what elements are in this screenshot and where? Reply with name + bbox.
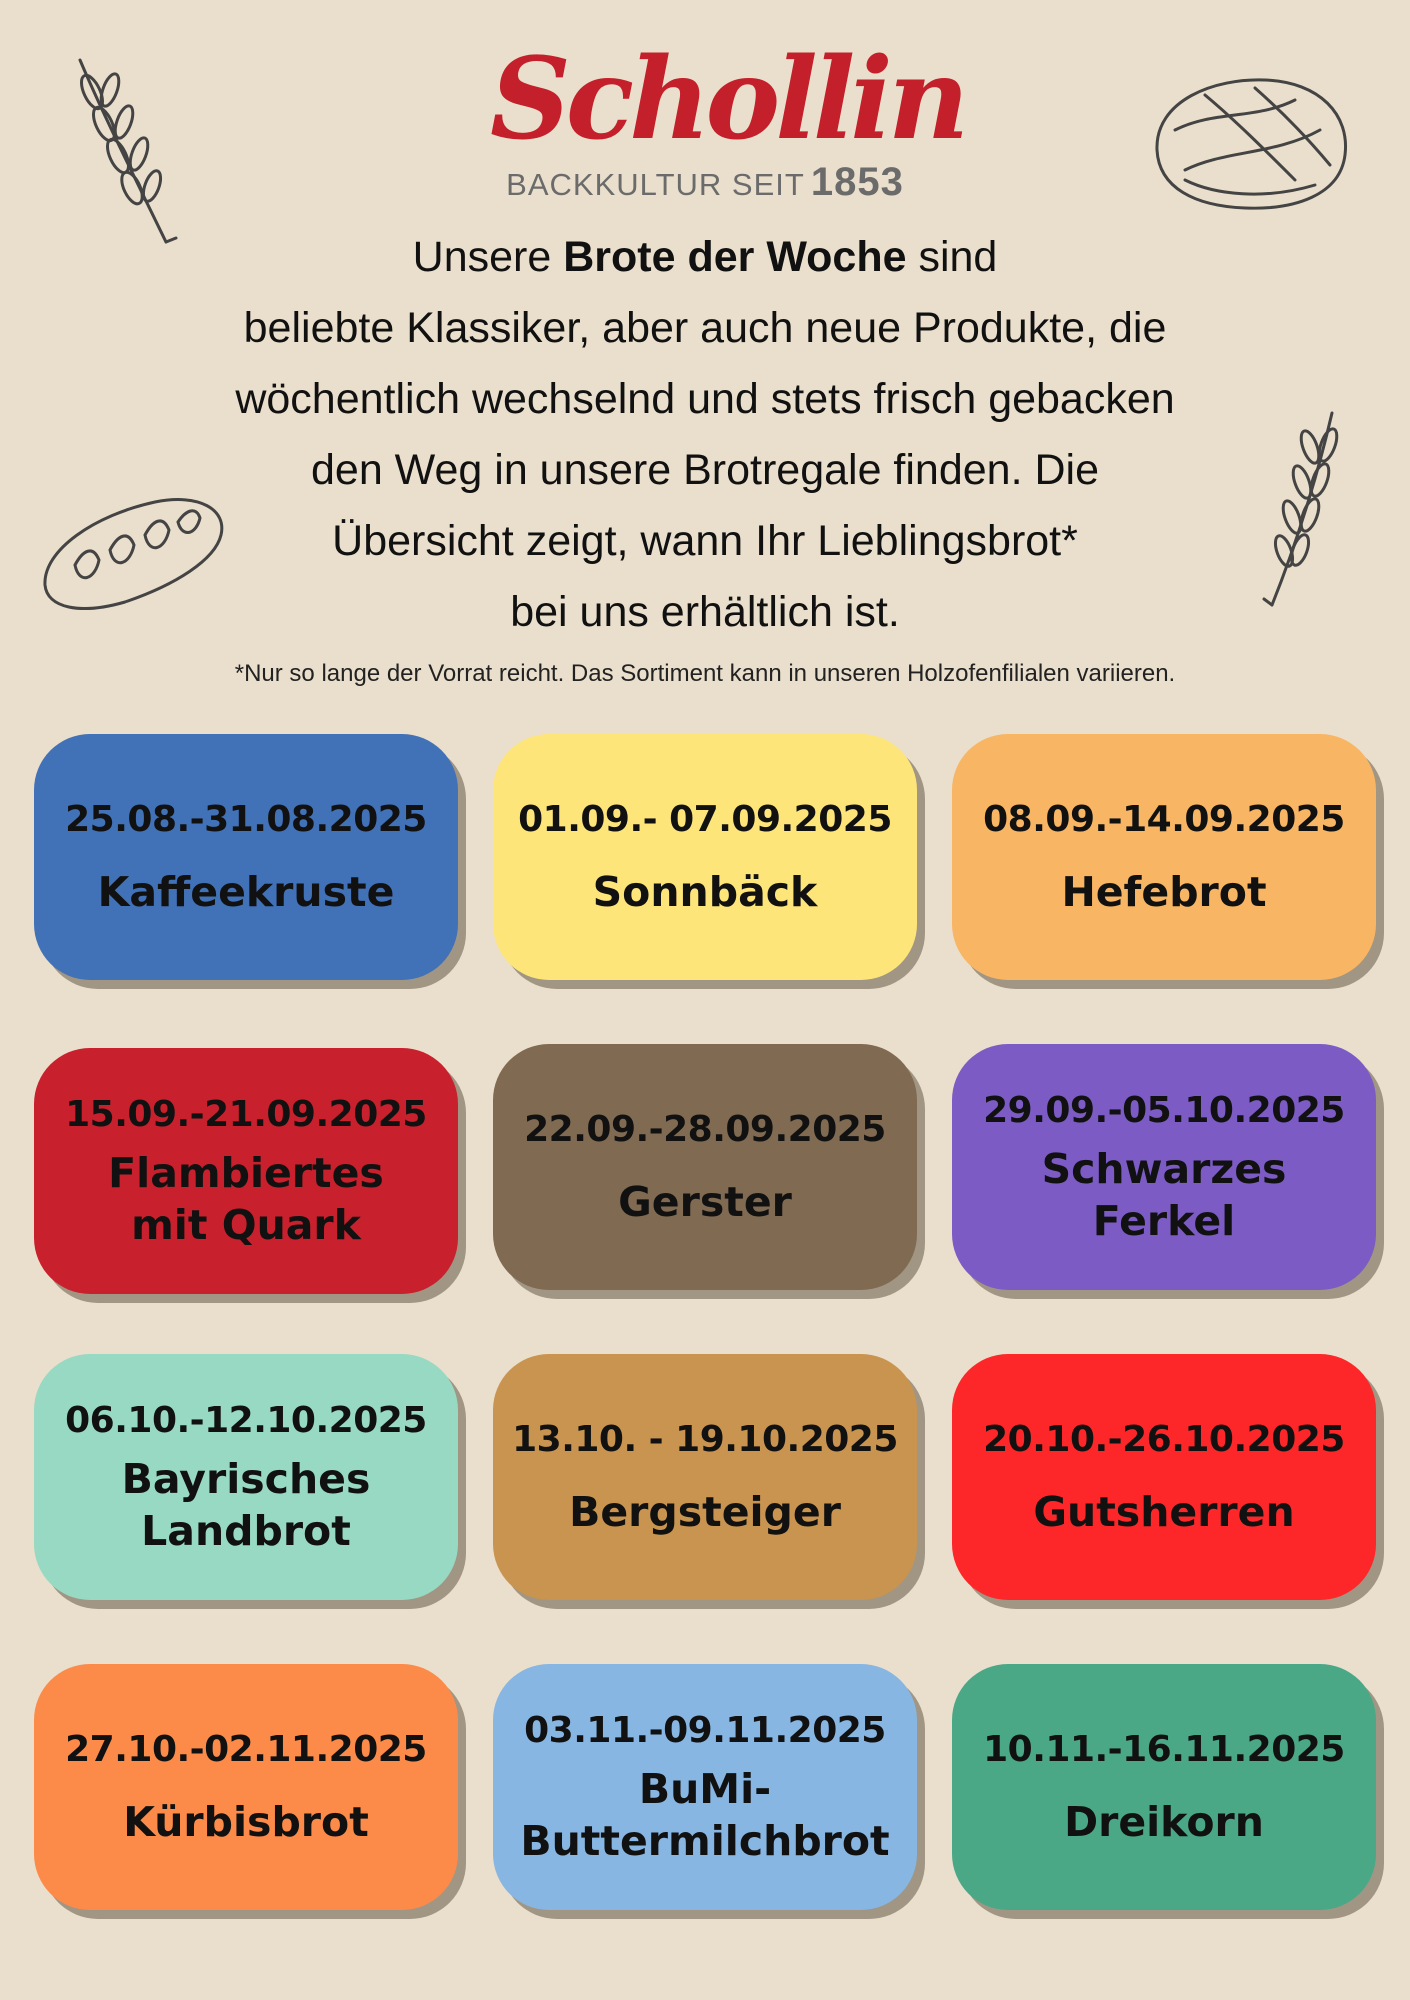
wheat-icon bbox=[1260, 405, 1350, 615]
card-date: 13.10. - 19.10.2025 bbox=[512, 1419, 898, 1460]
tagline-year: 1853 bbox=[810, 160, 904, 204]
card-date: 20.10.-26.10.2025 bbox=[983, 1419, 1345, 1460]
card-date: 10.11.-16.11.2025 bbox=[983, 1729, 1345, 1770]
bread-card bbox=[952, 1664, 1376, 1910]
card-bread-name: Gutsherren bbox=[1033, 1488, 1295, 1536]
logo-wordmark: Schollin bbox=[490, 34, 965, 165]
card-date: 08.09.-14.09.2025 bbox=[983, 799, 1345, 840]
bread-card bbox=[493, 1664, 917, 1910]
logo-tagline bbox=[490, 160, 920, 205]
bread-card bbox=[34, 1664, 458, 1910]
card-date: 29.09.-05.10.2025 bbox=[983, 1090, 1345, 1131]
card-bread-name: Kaffeekruste bbox=[97, 868, 395, 916]
card-bread-name: Dreikorn bbox=[1064, 1798, 1264, 1846]
bread-card bbox=[493, 734, 917, 980]
card-date: 06.10.-12.10.2025 bbox=[65, 1400, 427, 1441]
bread-card bbox=[493, 1044, 917, 1290]
card-bread-name: Bayrisches Landbrot bbox=[121, 1455, 371, 1555]
tagline-text: BACKKULTUR SEIT bbox=[506, 167, 805, 202]
bread-card bbox=[493, 1354, 917, 1600]
card-bread-name: Bergsteiger bbox=[569, 1488, 841, 1536]
card-date: 25.08.-31.08.2025 bbox=[65, 799, 427, 840]
card-bread-name: BuMi- Buttermilchbrot bbox=[520, 1765, 890, 1865]
card-bread-name: Hefebrot bbox=[1061, 868, 1267, 916]
intro-line-5: Übersicht zeigt, wann Ihr Lieblingsbrot* bbox=[332, 517, 1078, 565]
bread-card bbox=[952, 734, 1376, 980]
card-bread-name: Schwarzes Ferkel bbox=[1041, 1145, 1287, 1245]
card-date: 03.11.-09.11.2025 bbox=[524, 1710, 886, 1751]
bread-card bbox=[952, 1354, 1376, 1600]
card-bread-name: Gerster bbox=[618, 1178, 792, 1226]
intro-line-1 bbox=[150, 222, 1260, 293]
card-bread-name: Sonnbäck bbox=[592, 868, 818, 916]
card-date: 01.09.- 07.09.2025 bbox=[518, 799, 892, 840]
bread-card bbox=[34, 1048, 458, 1294]
card-date: 27.10.-02.11.2025 bbox=[65, 1729, 427, 1770]
intro-line-6: bei uns erhältlich ist. bbox=[510, 588, 900, 636]
bread-card bbox=[952, 1044, 1376, 1290]
card-bread-name: Flambiertes mit Quark bbox=[108, 1149, 384, 1249]
card-date: 15.09.-21.09.2025 bbox=[65, 1094, 427, 1135]
intro-line-3: wöchentlich wechselnd und stets frisch gebacken bbox=[235, 375, 1175, 423]
intro-line-4: den Weg in unsere Brotregale finden. Die bbox=[310, 446, 1100, 494]
card-date: 22.09.-28.09.2025 bbox=[524, 1109, 886, 1150]
intro-text bbox=[150, 222, 1260, 648]
bread-card bbox=[34, 1354, 458, 1600]
round-bread-icon bbox=[1145, 70, 1355, 215]
intro-line-1-post: sind bbox=[906, 233, 998, 281]
footnote: *Nur so lange der Vorrat reicht. Das Sortiment kann in unseren Holzofenfilialen variieren. bbox=[234, 660, 1176, 687]
intro-line-1-pre: Unsere bbox=[412, 233, 564, 281]
intro-highlight: Brote der Woche bbox=[563, 233, 907, 281]
brand-logo bbox=[490, 34, 965, 205]
bread-card bbox=[34, 734, 458, 980]
card-bread-name: Kürbisbrot bbox=[123, 1798, 369, 1846]
intro-line-2: beliebte Klassiker, aber auch neue Produkte, die bbox=[243, 304, 1167, 352]
